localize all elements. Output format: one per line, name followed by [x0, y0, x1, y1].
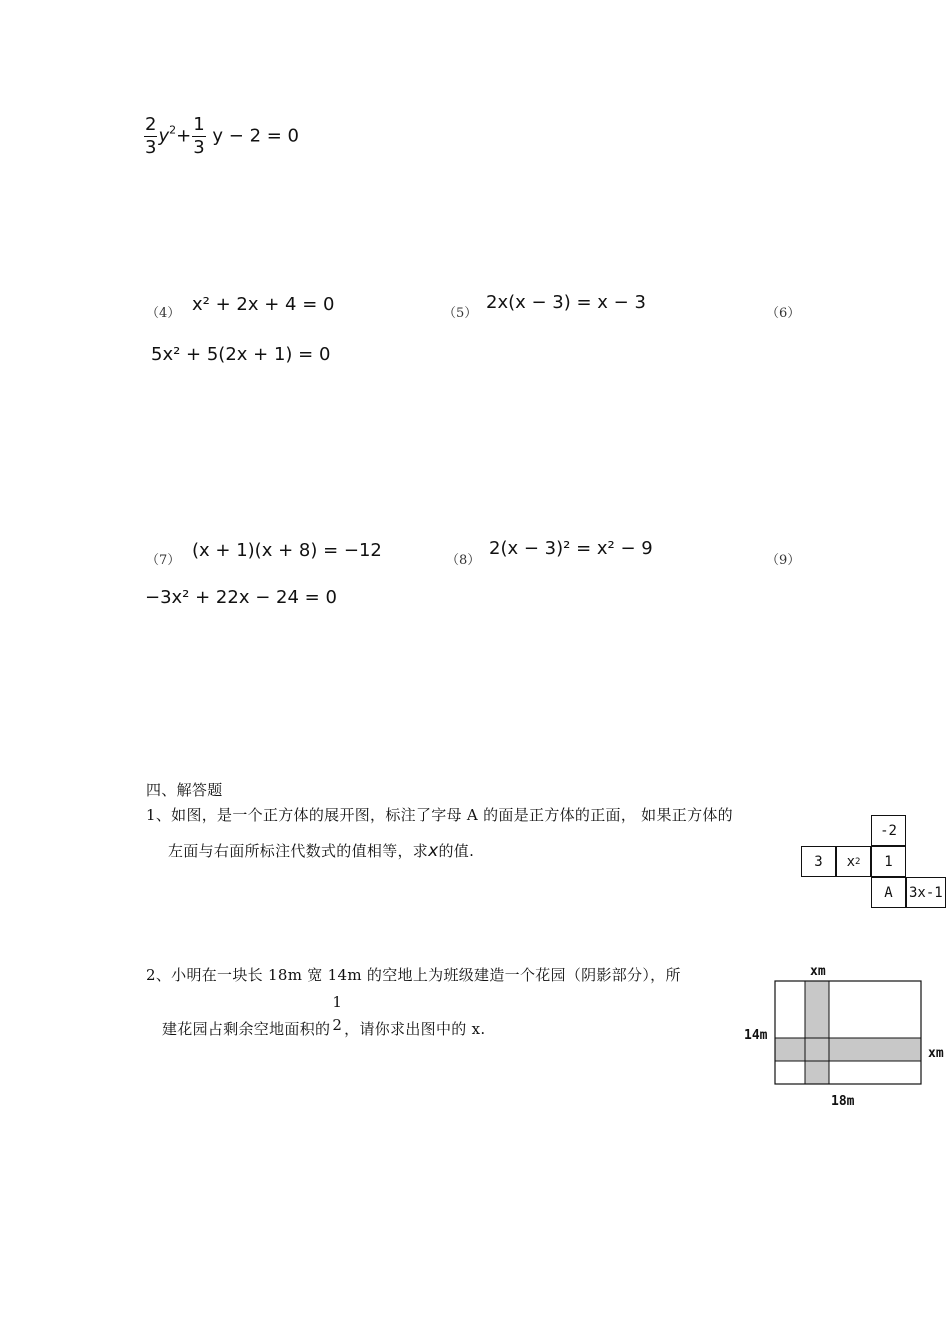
garden-path-horizontal [775, 1038, 921, 1061]
eq7-label: （7） [146, 553, 181, 568]
garden-label-right: xm [928, 1046, 944, 1061]
garden-path-vertical [805, 981, 829, 1084]
garden-label-top: xm [810, 964, 826, 979]
garden-plot [774, 980, 924, 1086]
equation-4: x² + 2x + 4 = 0 [192, 294, 335, 315]
garden-label-left: 14m [744, 1028, 768, 1043]
equation-7: (x + 1)(x + 8) = −12 [192, 540, 382, 561]
fraction-one-third [192, 116, 205, 157]
fraction-two-thirds [144, 116, 157, 157]
q2-line1: 2、小明在一块长 18m 宽 14m 的空地上为班级建造一个花园（阴影部分），所 [146, 966, 681, 984]
q2-line2-a: 建花园占剩余空地面积的 [162, 1020, 331, 1038]
equation-6: 5x² + 5(2x + 1) = 0 [151, 344, 331, 365]
cube-face-right: 3x-1 [906, 877, 946, 908]
equation-9: −3x² + 22x − 24 = 0 [145, 587, 337, 608]
cube-face-left: x 2 [836, 846, 871, 877]
cube-face-front-a: A [871, 877, 906, 908]
frac-denominator: 3 [145, 137, 157, 158]
garden-border [775, 981, 921, 1084]
q2-line2-b: ，请你求出图中的 x. [344, 1020, 486, 1038]
eq5-label: （5） [443, 306, 478, 321]
q2-line2 [162, 988, 485, 1039]
cube-face-top: -2 [871, 815, 906, 846]
frac-numerator: 2 [145, 114, 157, 135]
eq9-label: （9） [766, 553, 801, 568]
q1-line2-b: 的值. [438, 842, 475, 860]
q1-line2-a: 左面与右面所标注代数式的值相等，求 [168, 842, 429, 860]
q1-line1: 1、如图，是一个正方体的展开图，标注了字母 A 的面是正方体的正面， 如果正方体的 [146, 806, 733, 824]
equation-8: 2(x − 3)² = x² − 9 [489, 538, 653, 559]
cube-face-left-outer: 3 [801, 846, 836, 877]
fraction-one-half [331, 992, 343, 1034]
eq6-label: （6） [766, 306, 801, 321]
garden-label-bottom: 18m [831, 1094, 855, 1109]
cube-face-center: 1 [871, 846, 906, 877]
section-heading: 四、解答题 [146, 781, 223, 799]
frac-denominator: 2 [332, 1015, 343, 1034]
eq4-label: （4） [146, 306, 181, 321]
equation-3-tail: y − 2 = 0 [212, 125, 299, 147]
frac-numerator: 1 [193, 114, 205, 135]
frac-numerator: 1 [332, 992, 343, 1011]
q1-line2 [168, 840, 474, 861]
equation-5: 2x(x − 3) = x − 3 [486, 292, 646, 313]
eq8-label: （8） [446, 553, 481, 568]
q1-variable: x [428, 841, 439, 861]
frac-denominator: 3 [193, 137, 205, 158]
equation-3: $\frac{2}{3}$ $y^2+$ $\frac{1}{3}$ y − 2 = 0 [145, 114, 299, 158]
